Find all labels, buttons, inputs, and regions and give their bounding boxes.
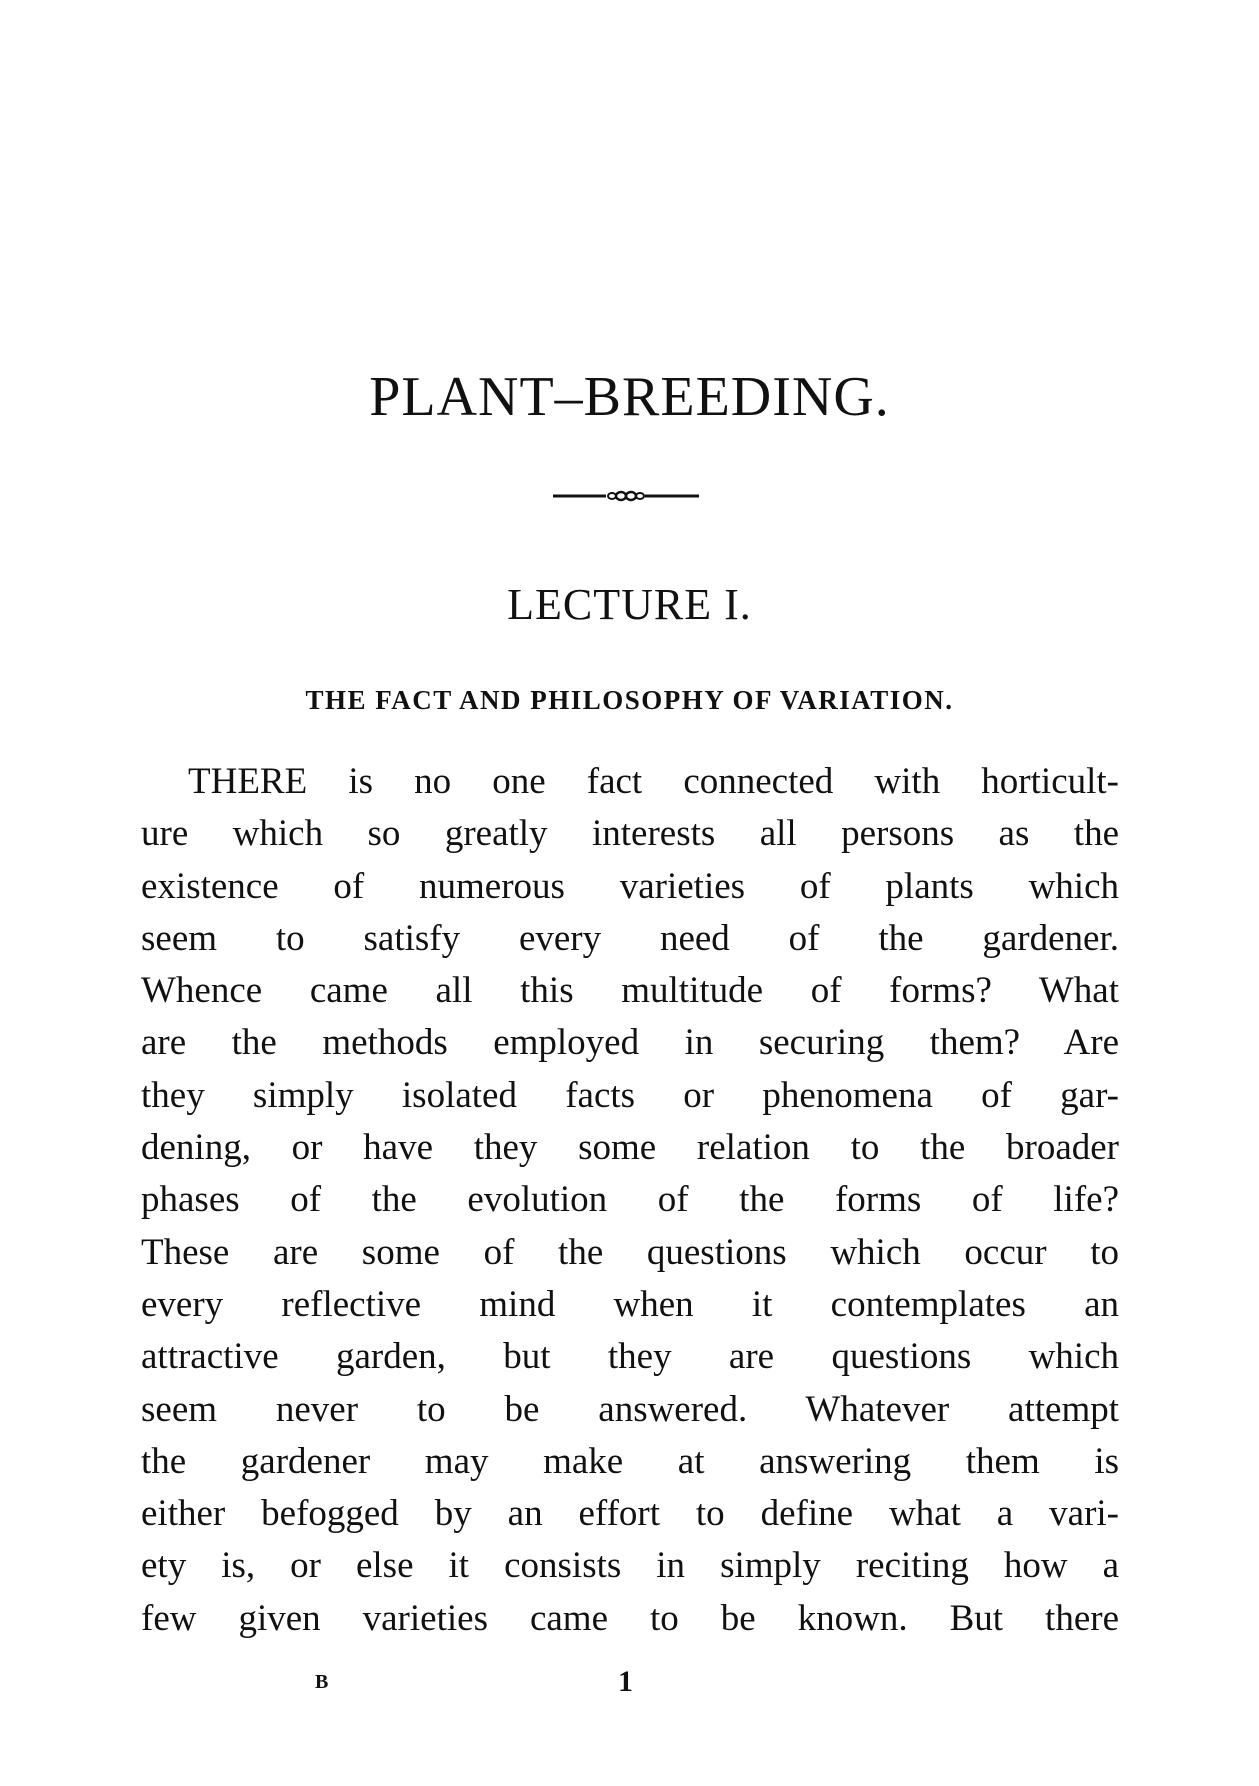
chapter-subtitle: THE FACT AND PHILOSOPHY OF VARIATION. [305,685,954,715]
text-line: seem to satisfy every need of the gardener. [141,917,1119,959]
lecture-heading: LECTURE I. [507,580,752,629]
text-line: dening, or have they some relation to the broader [141,1127,1119,1169]
text-line: ety is, or else it consists in simply reciting how a [141,1545,1119,1587]
signature-mark: B [315,1671,329,1693]
text-line: every reflective mind when it contemplates an [141,1283,1119,1325]
page-number: 1 [618,1665,633,1698]
text-line: the gardener may make at answering them is [141,1440,1119,1482]
text-line: phases of the evolution of the forms of life? [141,1179,1119,1221]
text-line: attractive garden, but they are questions which [141,1336,1119,1378]
text-line: ure which so greatly interests all persons as the [141,813,1119,855]
text-line: These are some of the questions which occur to [141,1231,1119,1273]
text-line: existence of numerous varieties of plants which [141,865,1119,907]
text-line: either befogged by an effort to define what a vari- [141,1493,1119,1535]
text-line: they simply isolated facts or phenomena of gar- [141,1074,1119,1116]
rule-ornament-icon [553,488,699,504]
text-line: Whence came all this multitude of forms? What [141,970,1119,1012]
text-line: are the methods employed in securing them? Are [141,1022,1119,1064]
text-line: THERE is no one fact connected with horticult- [188,761,1119,802]
page-title: PLANT–BREEDING. [369,366,890,428]
text-line: few given varieties came to be known. But there [141,1597,1119,1639]
body-paragraph [141,756,1119,1645]
text-line: seem never to be answered. Whatever attempt [141,1388,1119,1430]
